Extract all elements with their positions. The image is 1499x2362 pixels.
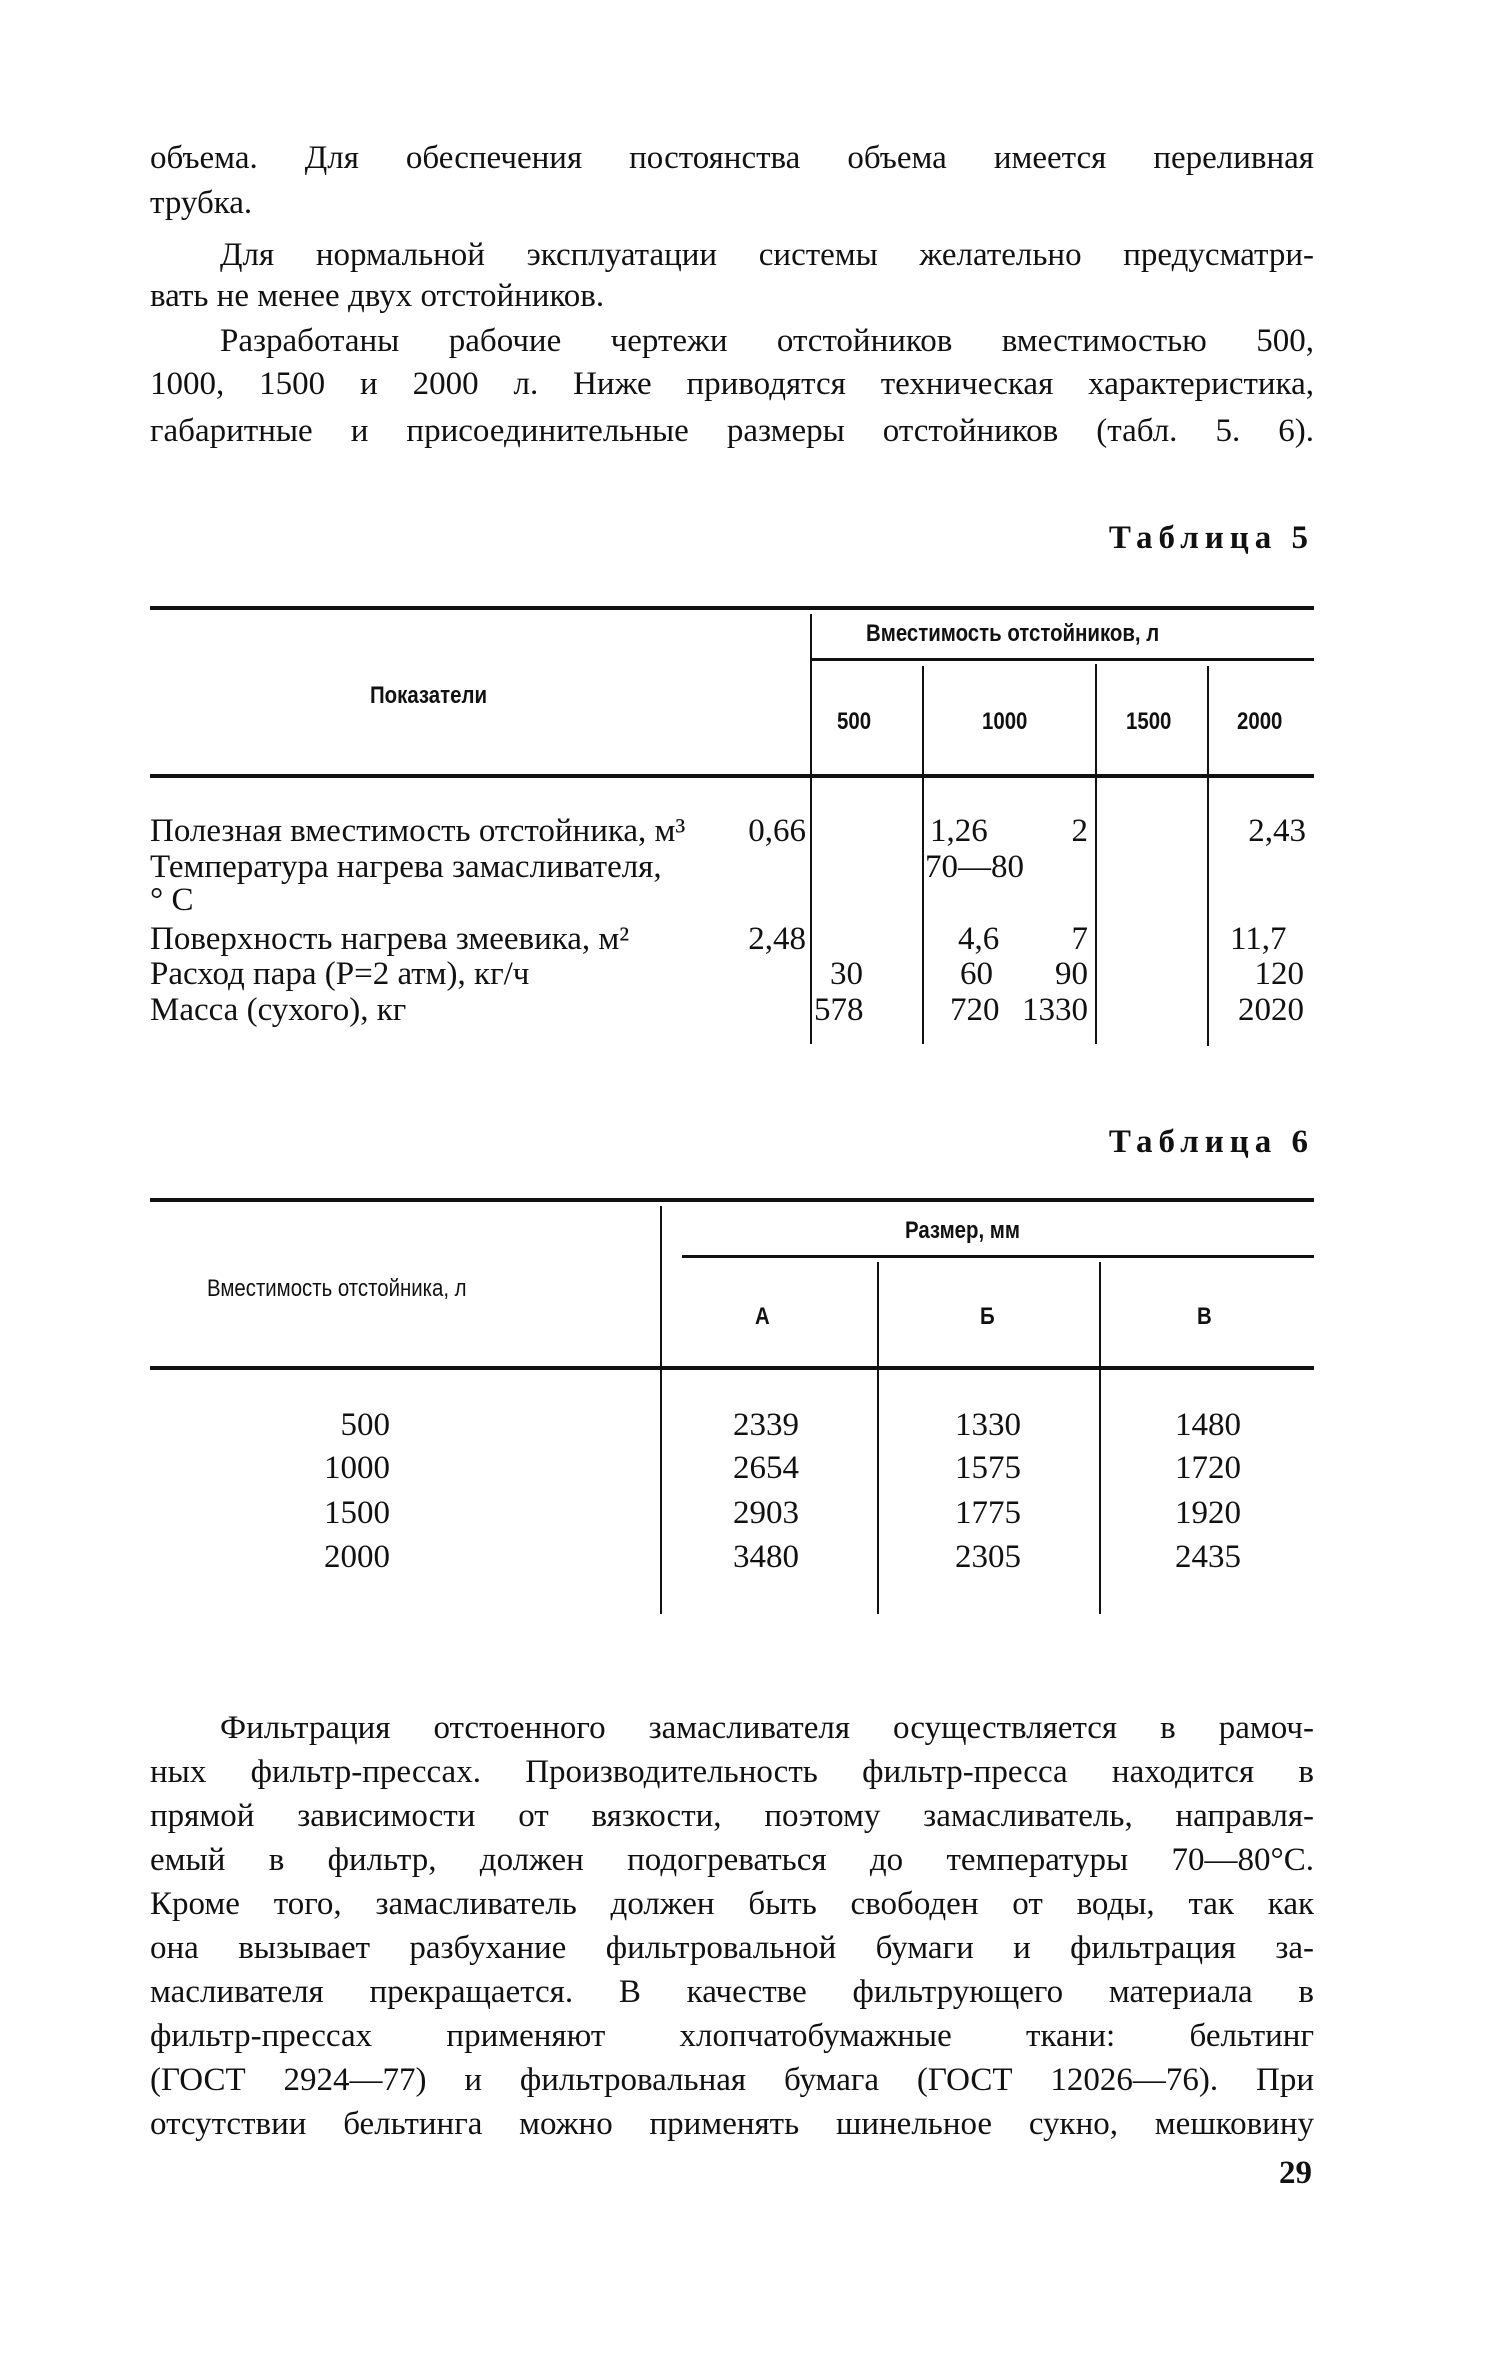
rule [682,1255,1314,1258]
text-line: отсутствии бельтинга можно применять шинельное сукно, мешковину [150,2106,1314,2142]
rule [150,606,1314,610]
group-header: Вместимость отстойников, л [866,620,1160,647]
cell: 1,26 [930,813,988,849]
rule [1095,664,1097,1044]
cell: 2339 [733,1407,799,1443]
cell: 1330 [1022,992,1088,1028]
row-label: Поверхность нагрева змеевика, м² [150,921,630,957]
text-line: емый в фильтр, должен подогреваться до температуры 70—80°С. [150,1842,1314,1878]
text-line: габаритные и присоединительные размеры отстойников (табл. 5. 6). [150,413,1314,449]
cell: 720 [950,992,1000,1028]
cell: 3480 [733,1539,799,1575]
text-line: фильтр-прессах применяют хлопчатобумажные ткани: бельтинг [150,2018,1314,2054]
row-label: ° С [150,882,194,918]
sub-header: 1000 [982,708,1028,735]
row-label: Полезная вместимость отстойника, м³ [150,813,686,849]
text-line: трубка. [150,185,253,221]
cell: 2,48 [748,921,806,957]
cell: 2020 [1238,992,1304,1028]
cell: 1575 [955,1450,1021,1486]
cell: 2435 [1175,1539,1241,1575]
cell: 1500 [324,1495,390,1531]
cell: 120 [1254,956,1304,992]
table6-title: Таблица 6 [1108,1124,1314,1160]
sub-header: А [755,1303,770,1330]
cell: 30 [830,956,863,992]
rule [150,1198,1314,1202]
text-line: вать не менее двух отстойников. [150,278,605,314]
text-line: Фильтрация отстоенного замасливателя осуществляется в рамоч- [220,1710,1314,1746]
text-line: (ГОСТ 2924—77) и фильтровальная бумага (ГОСТ 12026—76). При [150,2062,1314,2098]
cell: 7 [1071,921,1088,957]
cell: 2000 [324,1539,390,1575]
cell: 4,6 [958,921,1000,957]
cell: 1000 [324,1450,390,1486]
cell: 2903 [733,1495,799,1531]
sub-header: Б [980,1303,995,1330]
cell: 1480 [1175,1407,1241,1443]
text-line: 1000, 1500 и 2000 л. Ниже приводятся техническая характеристика, [150,366,1314,402]
cell: 2,43 [1248,813,1306,849]
row-label: Температура нагрева замасливателя, [150,849,662,885]
text-line: прямой зависимости от вязкости, поэтому замасливатель, направля- [150,1798,1314,1834]
cell: 1775 [955,1495,1021,1531]
rule [810,658,1314,661]
sub-header: 500 [837,708,872,735]
cell: 2305 [955,1539,1021,1575]
cell: 2654 [733,1450,799,1486]
page-number: 29 [1279,2155,1312,2191]
rule [150,774,1314,778]
text-line: Для нормальной эксплуатации системы желательно предусматри- [220,237,1314,273]
rule [660,1206,662,1614]
cell: 11,7 [1230,921,1287,957]
rule [1099,1262,1101,1614]
cell: 90 [1055,956,1088,992]
text-line: ных фильтр-прессах. Производительность фильтр-пресса находится в [150,1754,1314,1790]
cell: 70—80 [925,849,1024,885]
rule [150,1366,1314,1370]
text-line: она вызывает разбухание фильтровальной бумаги и фильтрация за- [150,1930,1314,1966]
text-line: объема. Для обеспечения постоянства объема имеется переливная [150,140,1314,176]
cell: 1330 [955,1407,1021,1443]
cell: 1920 [1175,1495,1241,1531]
group-header: Размер, мм [905,1217,1020,1244]
text-line: Разработаны рабочие чертежи отстойников вместимостью 500, [220,323,1314,359]
cell: 0,66 [748,813,806,849]
cell: 2 [1071,813,1088,849]
cell: 1720 [1175,1450,1241,1486]
text-line: Кроме того, замасливатель должен быть свободен от воды, так как [150,1886,1314,1922]
rule [810,614,812,1044]
sub-header: 2000 [1237,708,1283,735]
sub-header: 1500 [1126,708,1172,735]
cell: 500 [340,1407,390,1443]
cell: 578 [814,992,864,1028]
row-label: Масса (сухого), кг [150,992,407,1028]
cell: 60 [960,956,993,992]
text-line: масливателя прекращается. В качестве фильтрующего материала в [150,1974,1314,2010]
sub-header: В [1197,1303,1212,1330]
column-header: Вместимость отстойника, л [207,1275,467,1302]
column-header: Показатели [370,682,487,709]
row-label: Расход пара (Р=2 атм), кг/ч [150,956,530,992]
table5-title: Таблица 5 [1108,520,1314,556]
rule [922,666,924,1044]
rule [877,1262,879,1614]
